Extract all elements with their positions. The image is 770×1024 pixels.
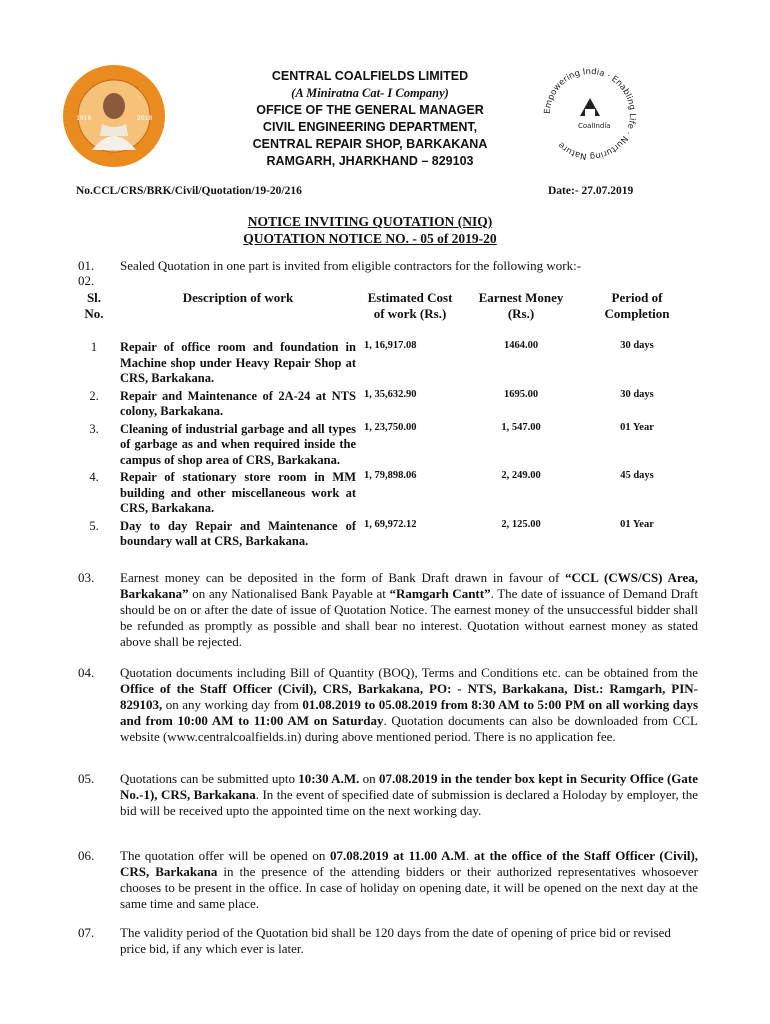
text-run-bold: at the office of the Staff Officer (Civil), CRS, Barkakana: [120, 848, 699, 879]
row-earnest-money: 1, 547.00: [501, 421, 541, 433]
row-sl: 4.: [89, 470, 99, 484]
notice-title-line1: NOTICE INVITING QUOTATION (NIQ): [247, 214, 493, 229]
notice-title-line2: QUOTATION NOTICE NO. - 05 of 2019-20: [243, 231, 497, 246]
row-description: Repair and Maintenance of 2A-24 at NTS colony, Barkakana.: [120, 388, 356, 418]
row-sl: 5.: [89, 518, 99, 533]
row-description: Repair of stationary store room in MM building and other miscellaneous work at CRS, Barkakana.: [120, 470, 356, 515]
text-run: on any Nationalised Bank Payable at: [188, 586, 390, 601]
table-row: [72, 388, 692, 421]
text-run: .: [466, 848, 474, 863]
item-number: 02.: [78, 273, 95, 288]
item-number: 06.: [78, 848, 95, 863]
reference-number: No.CCL/CRS/BRK/Civil/Quotation/19-20/216: [76, 185, 302, 197]
text-run: The quotation offer will be opened on: [120, 848, 330, 863]
svg-text:1918: 1918: [76, 115, 92, 122]
text-run: on any working day from: [162, 697, 303, 712]
department-line: CIVIL ENGINEERING DEPARTMENT,: [262, 120, 478, 134]
item-text: Sealed Quotation in one part is invited from eligible contractors for the following work:-: [120, 258, 582, 273]
item-number: 07.: [78, 925, 95, 940]
table-row: [72, 469, 692, 518]
item-paragraph: [120, 570, 698, 650]
row-cost: 1, 23,750.00: [364, 421, 417, 433]
text-run: Quotation documents including Bill of Quantity (BOQ), Terms and Conditions etc. can be obtained from the: [120, 665, 698, 680]
row-cost: 1, 35,632.90: [364, 388, 417, 400]
text-run: Earnest money can be deposited in the form of Bank Draft drawn in favour of: [120, 570, 566, 585]
item-paragraph: [120, 771, 698, 819]
item-number: 04.: [78, 665, 95, 680]
text-run: in the presence of the attending bidders or their authorized representatives whosoever chooses to be present in the office. In case of holiday on opening date, it will be opened on the next day at the same time and same place.: [120, 864, 698, 911]
col-header-description: Description of work: [182, 290, 294, 305]
text-run: . Quotation documents can also be downloaded from CCL website (www.centralcoalfields.in) during above mentioned period. There is no application fee.: [120, 713, 698, 744]
item-number: 01.: [78, 258, 95, 273]
table-row: [72, 518, 692, 551]
row-sl: 2.: [89, 388, 99, 403]
item-number: 03.: [78, 570, 95, 585]
text-run-bold: 07.08.2019 in the tender box kept in Security Office (Gate No.-1), CRS, Barkakana: [120, 771, 698, 802]
col-header-period: Period of Completion: [604, 290, 670, 321]
logo-ring-text: Empowering India · Enabling Life · Nurturing Nature: [542, 66, 638, 162]
row-period: 30 days: [620, 340, 654, 351]
row-cost: 1, 16,917.08: [364, 340, 417, 351]
row-sl: 1: [90, 340, 98, 354]
text-run-bold: “Ramgarh Cantt”: [389, 586, 491, 601]
col-header-earnest-money: Earnest Money (Rs.): [478, 290, 564, 321]
text-run: . In the event of specified date of submission is declared a Holoday by employer, the bid will be received upto the appointed time on the next working day.: [120, 787, 699, 818]
letterhead: [170, 68, 570, 170]
col-header-cost: Estimated Cost of work (Rs.): [367, 290, 453, 321]
text-run: Quotations can be submitted upto: [120, 771, 299, 786]
left-emblem: [62, 64, 166, 168]
company-tagline: (A Miniratna Cat- I Company): [291, 86, 449, 100]
item-paragraph: [120, 848, 698, 912]
workshop-line: CENTRAL REPAIR SHOP, BARKAKANA: [252, 137, 488, 151]
table-row: [72, 421, 692, 470]
logo-center-text: CoalIndia: [578, 122, 611, 130]
row-period: 30 days: [620, 388, 654, 400]
row-earnest-money: 2, 125.00: [501, 518, 541, 530]
text-run: on: [359, 771, 379, 786]
row-description: Cleaning of industrial garbage and all types of garbage as and when required inside the campus of shop area of CRS, Barkakana.: [120, 421, 356, 467]
row-earnest-money: 2, 249.00: [501, 470, 541, 481]
row-period: 45 days: [620, 470, 654, 481]
company-name: CENTRAL COALFIELDS LIMITED: [271, 69, 469, 83]
text-run: . The date of issuance of Demand Draft should be on or after the date of issue of Quotation Notice. The earnest money of the unsuccessful bidder shall be refunded as promptly as possible and shall bear no interest. Quotation without earnest money as stated above shall be rejected.: [120, 586, 699, 649]
works-table: [72, 289, 692, 551]
notice-date: Date:- 27.07.2019: [548, 185, 634, 197]
text-run-bold: 10:30 A.M.: [298, 771, 360, 786]
row-earnest-money: 1464.00: [503, 340, 539, 351]
col-header-sl: Sl. No.: [84, 290, 104, 321]
text-run-bold: 07.08.2019 at 11.00 A.M: [330, 848, 467, 863]
row-period: 01 Year: [620, 421, 654, 433]
row-description: Day to day Repair and Maintenance of boundary wall at CRS, Barkakana.: [120, 518, 356, 548]
row-description: Repair of office room and foundation in Machine shop under Heavy Repair Shop at CRS, Barkakana.: [120, 340, 356, 385]
item-paragraph: The validity period of the Quotation bid shall be 120 days from the date of opening of price bid or revised price bid, if any which ever is later.: [120, 925, 671, 956]
row-cost: 1, 79,898.06: [364, 470, 417, 481]
row-cost: 1, 69,972.12: [364, 518, 417, 530]
text-run-bold: “CCL (CWS/CS) Area, Barkakana”: [120, 570, 698, 601]
item-number: 05.: [78, 771, 95, 786]
table-row: [72, 339, 692, 388]
text-run-bold: Office of the Staff Officer (Civil), CRS, Barkakana, PO: - NTS, Barkakana, Dist.: Ramgarh, PIN-829103,: [120, 681, 698, 712]
row-period: 01 Year: [620, 518, 654, 530]
works-table-wrap: [72, 289, 692, 551]
office-line: OFFICE OF THE GENERAL MANAGER: [256, 103, 484, 117]
row-sl: 3.: [89, 421, 99, 436]
item-paragraph: [120, 665, 698, 745]
svg-text:2018: 2018: [137, 115, 153, 122]
row-earnest-money: 1695.00: [503, 388, 539, 400]
address-line: RAMGARH, JHARKHAND – 829103: [266, 154, 474, 168]
notice-title: [170, 213, 570, 247]
coal-india-logo: [540, 64, 640, 164]
text-run-bold: 01.08.2019 to 05.08.2019 from 8:30 AM to 5:00 PM on all working days and from 10:00 AM to 11:00 AM on Saturday: [120, 697, 699, 728]
